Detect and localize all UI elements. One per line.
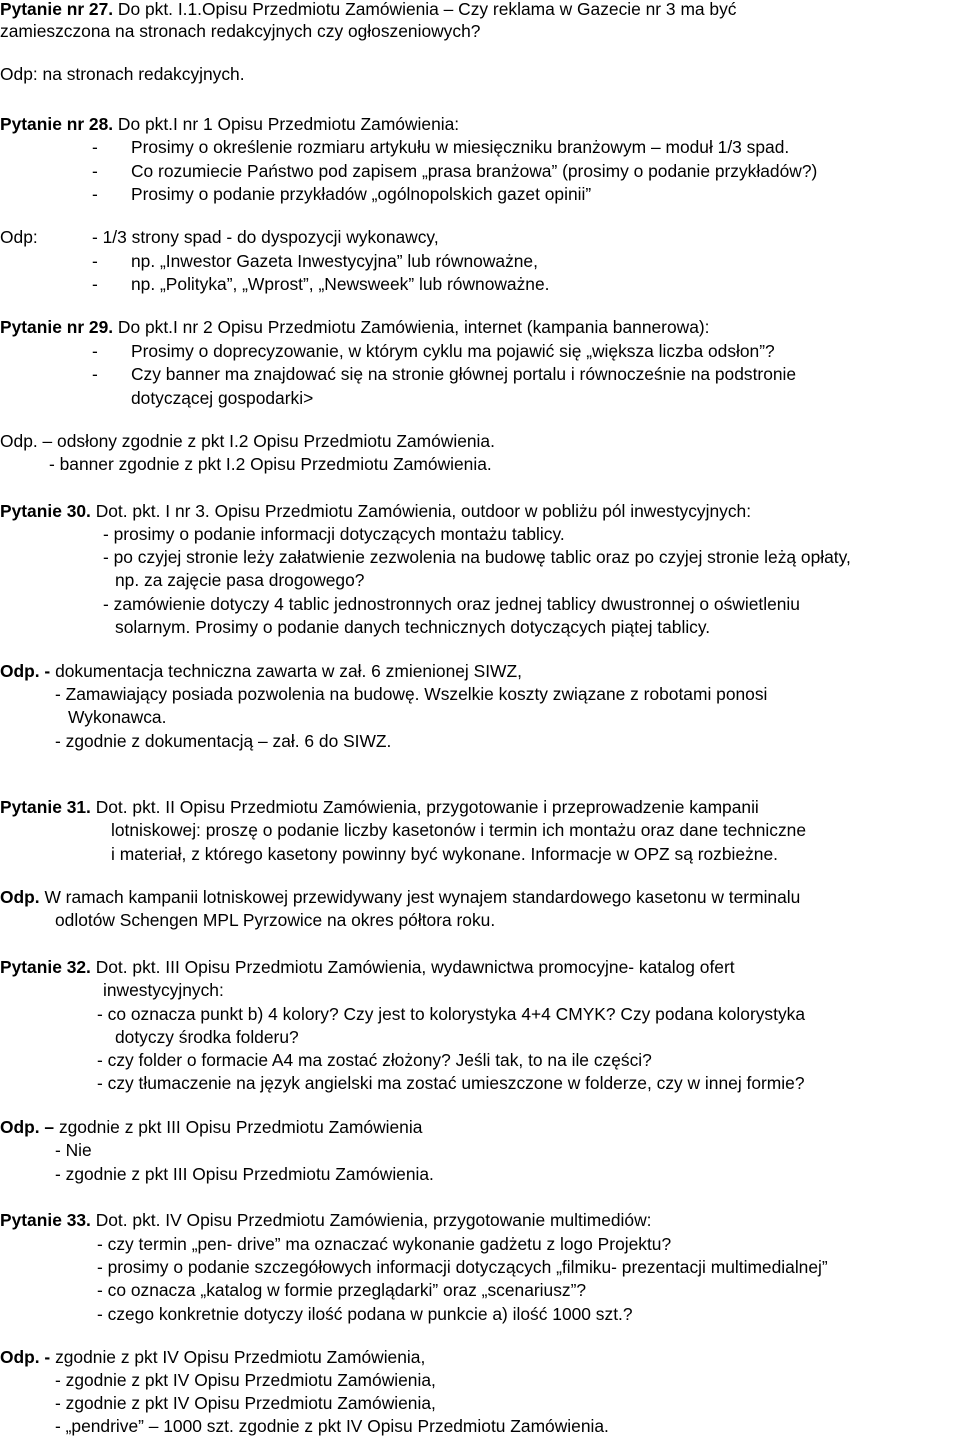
q30-answer: dokumentacja techniczna zawarta w zał. 6 zmienionej SIWZ, bbox=[50, 661, 522, 681]
q29-dash: - bbox=[92, 364, 98, 384]
q30-line: solarnym. Prosimy o podanie danych technicznych dotyczących piątej tablicy. bbox=[115, 617, 711, 637]
q32-line: - czy tłumaczenie na język angielski ma zostać umieszczone w folderze, czy w innej formie? bbox=[97, 1073, 805, 1093]
q30-answer: - Zamawiający posiada pozwolenia na budowę. Wszelkie koszty związane z robotami ponosi bbox=[55, 684, 768, 704]
q32-answer-line bbox=[0, 1117, 422, 1137]
q28-dash: - bbox=[92, 274, 98, 294]
q29-answer: Odp. – odsłony zgodnie z pkt I.2 Opisu Przedmiotu Zamówienia. bbox=[0, 431, 495, 451]
q32-line: dotyczy środka folderu? bbox=[115, 1027, 299, 1047]
q29-answer: - banner zgodnie z pkt I.2 Opisu Przedmiotu Zamówienia. bbox=[49, 454, 492, 474]
q32-label: Pytanie 32. bbox=[0, 957, 91, 977]
q30-text: Dot. pkt. I nr 3. Opisu Przedmiotu Zamówienia, outdoor w pobliżu pól inwestycyjnych: bbox=[90, 501, 752, 521]
q28-answer: np. „Inwestor Gazeta Inwestycyjna” lub równoważne, bbox=[131, 251, 538, 271]
q30-line: - zamówienie dotyczy 4 tablic jednostronnych oraz jednej tablicy dwustronnej o oświetleniu bbox=[103, 594, 800, 614]
q28-dash: - bbox=[92, 184, 98, 204]
q28-dash: - bbox=[92, 137, 98, 157]
q31-answer: odlotów Schengen MPL Pyrzowice na okres półtora roku. bbox=[55, 910, 496, 930]
q31-answer-label: Odp. bbox=[0, 887, 40, 907]
q32-line: - czy folder o formacie A4 ma zostać złożony? Jeśli tak, to na ile części? bbox=[97, 1050, 652, 1070]
q30-answer-line bbox=[0, 661, 522, 681]
q29-dash: - bbox=[92, 341, 98, 361]
q32-answer: - Nie bbox=[55, 1140, 92, 1160]
q33-label: Pytanie 33. bbox=[0, 1210, 91, 1230]
q27-heading bbox=[0, 0, 737, 19]
q27-text-cont: zamieszczona na stronach redakcyjnych czy ogłoszeniowych? bbox=[0, 21, 481, 41]
q32-answer: - zgodnie z pkt III Opisu Przedmiotu Zamówienia. bbox=[55, 1164, 434, 1184]
q33-line: - czego konkretnie dotyczy ilość podana w punkcie a) ilość 1000 szt.? bbox=[97, 1304, 633, 1324]
q33-answer: - „pendrive” – 1000 szt. zgodnie z pkt IV Opisu Przedmiotu Zamówienia. bbox=[55, 1416, 609, 1436]
q28-bullet: Prosimy o określenie rozmiaru artykułu w miesięczniku branżowym – moduł 1/3 spad. bbox=[131, 137, 790, 157]
q33-answer: - zgodnie z pkt IV Opisu Przedmiotu Zamówienia, bbox=[55, 1393, 436, 1413]
q30-heading bbox=[0, 501, 751, 521]
q28-answer: np. „Polityka”, „Wprost”, „Newsweek” lub równoważne. bbox=[131, 274, 550, 294]
q32-answer: zgodnie z pkt III Opisu Przedmiotu Zamówienia bbox=[54, 1117, 423, 1137]
q30-answer: - zgodnie z dokumentacją – zał. 6 do SIWZ. bbox=[55, 731, 392, 751]
q32-answer-label: Odp. – bbox=[0, 1117, 55, 1137]
q33-answer: zgodnie z pkt IV Opisu Przedmiotu Zamówienia, bbox=[50, 1347, 426, 1367]
q32-line: inwestycyjnych: bbox=[103, 980, 224, 1000]
q31-answer-line bbox=[0, 887, 800, 907]
q32-heading bbox=[0, 957, 735, 977]
q32-text: Dot. pkt. III Opisu Przedmiotu Zamówienia, wydawnictwa promocyjne- katalog ofert bbox=[90, 957, 735, 977]
q31-line: lotniskowej: proszę o podanie liczby kasetonów i termin ich montażu oraz dane techniczne bbox=[111, 820, 807, 840]
q33-line: - co oznacza „katalog w formie przeglądarki” oraz „scenariusz”? bbox=[97, 1280, 587, 1300]
q28-text: Do pkt.I nr 1 Opisu Przedmiotu Zamówienia: bbox=[113, 114, 460, 134]
q31-text: Dot. pkt. II Opisu Przedmiotu Zamówienia, przygotowanie i przeprowadzenie kampanii bbox=[90, 797, 759, 817]
q30-line: - prosimy o podanie informacji dotyczących montażu tablicy. bbox=[103, 524, 565, 544]
q27-text: Do pkt. I.1.Opisu Przedmiotu Zamówienia – Czy reklama w Gazecie nr 3 ma być bbox=[113, 0, 737, 19]
q29-bullet: Prosimy o doprecyzowanie, w którym cyklu ma pojawić się „większa liczba odsłon”? bbox=[131, 341, 775, 361]
q31-heading bbox=[0, 797, 759, 817]
q30-label: Pytanie 30. bbox=[0, 501, 91, 521]
q28-dash: - bbox=[92, 161, 98, 181]
q33-heading bbox=[0, 1210, 651, 1230]
q28-heading bbox=[0, 114, 459, 134]
q27-answer: Odp: na stronach redakcyjnych. bbox=[0, 64, 245, 84]
q27-label: Pytanie nr 27. bbox=[0, 0, 114, 19]
q32-line: - co oznacza punkt b) 4 kolory? Czy jest to kolorystyka 4+4 CMYK? Czy podana kolorystyka bbox=[97, 1004, 806, 1024]
q33-line: - czy termin „pen- drive” ma oznaczać wykonanie gadżetu z logo Projektu? bbox=[97, 1234, 672, 1254]
q30-answer: Wykonawca. bbox=[68, 707, 167, 727]
q29-text: Do pkt.I nr 2 Opisu Przedmiotu Zamówienia, internet (kampania bannerowa): bbox=[113, 317, 710, 337]
q29-label: Pytanie nr 29. bbox=[0, 317, 114, 337]
q28-label: Pytanie nr 28. bbox=[0, 114, 114, 134]
q31-label: Pytanie 31. bbox=[0, 797, 91, 817]
q28-answer-label: Odp: bbox=[0, 227, 38, 247]
q29-heading bbox=[0, 317, 710, 337]
q33-answer-line bbox=[0, 1347, 425, 1367]
q28-dash: - bbox=[92, 251, 98, 271]
q33-line: - prosimy o podanie szczegółowych informacji dotyczących „filmiku- prezentacji multimedialnej” bbox=[97, 1257, 828, 1277]
q28-answer: - 1/3 strony spad - do dyspozycji wykonawcy, bbox=[92, 227, 439, 247]
q31-answer: W ramach kampanii lotniskowej przewidywany jest wynajem standardowego kasetonu w terminalu bbox=[39, 887, 801, 907]
q29-bullet-cont: dotyczącej gospodarki> bbox=[131, 388, 314, 408]
q28-bullet: Prosimy o podanie przykładów „ogólnopolskich gazet opinii” bbox=[131, 184, 592, 204]
q31-line: i materiał, z którego kasetony powinny być wykonane. Informacje w OPZ są rozbieżne. bbox=[111, 844, 778, 864]
q30-answer-label: Odp. - bbox=[0, 661, 51, 681]
q30-line: np. za zajęcie pasa drogowego? bbox=[115, 570, 365, 590]
q30-line: - po czyjej stronie leży załatwienie zezwolenia na budowę tablic oraz po czyjej stronie leżą opłaty, bbox=[103, 547, 851, 567]
q33-answer: - zgodnie z pkt IV Opisu Przedmiotu Zamówienia, bbox=[55, 1370, 436, 1390]
q33-answer-label: Odp. - bbox=[0, 1347, 51, 1367]
q29-bullet: Czy banner ma znajdować się na stronie głównej portalu i równocześnie na podstronie bbox=[131, 364, 797, 384]
q28-bullet: Co rozumiecie Państwo pod zapisem „prasa branżowa” (prosimy o podanie przykładów?) bbox=[131, 161, 818, 181]
q33-text: Dot. pkt. IV Opisu Przedmiotu Zamówienia, przygotowanie multimediów: bbox=[90, 1210, 652, 1230]
